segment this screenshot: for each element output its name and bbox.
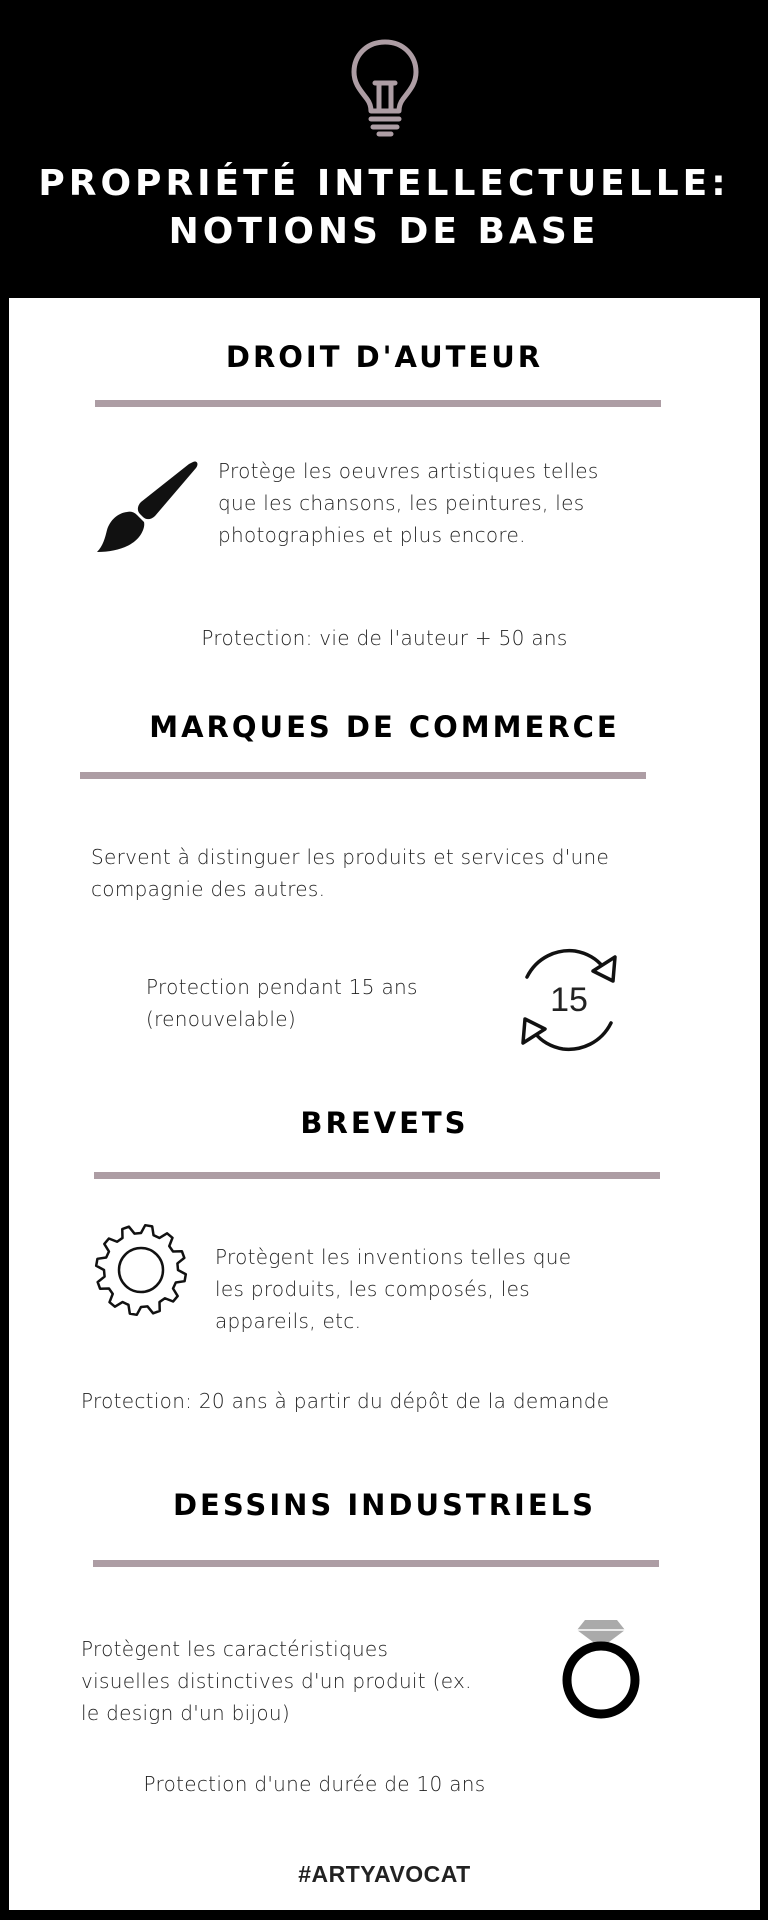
protection-line: Protection pendant 15 ans xyxy=(146,975,418,999)
protection-line: (renouvelable) xyxy=(146,1007,296,1031)
section-divider xyxy=(94,1172,660,1179)
section-heading-droit-auteur: DROIT D'AUTEUR xyxy=(225,340,544,374)
title-line-2: NOTIONS DE BASE xyxy=(168,211,600,252)
paintbrush-icon xyxy=(93,458,199,556)
description-line: les produits, les composés, les xyxy=(215,1277,530,1301)
section-divider xyxy=(95,400,661,407)
section-divider xyxy=(80,772,646,779)
protection-droit-auteur: Protection: vie de l'auteur + 50 ans xyxy=(201,626,568,650)
description-line: Protègent les inventions telles que xyxy=(215,1245,572,1269)
section-description-brevets xyxy=(215,1241,715,1337)
protection-dessins: Protection d'une durée de 10 ans xyxy=(143,1772,486,1796)
lightbulb-icon xyxy=(349,38,421,138)
section-description-droit-auteur xyxy=(218,455,718,551)
description-line: Protègent les caractéristiques xyxy=(81,1637,389,1661)
section-divider xyxy=(93,1560,659,1567)
header xyxy=(0,0,768,298)
section-heading-marques: MARQUES DE COMMERCE xyxy=(149,710,620,744)
renew-cycle-label: 15 xyxy=(550,981,588,1019)
footer-hashtag: #ARTYAVOCAT xyxy=(298,1861,471,1887)
description-line: le design d'un bijou) xyxy=(81,1701,290,1725)
page-title xyxy=(0,160,768,256)
renew-cycle-icon xyxy=(517,945,621,1055)
protection-brevets: Protection: 20 ans à partir du dépôt de la demande xyxy=(81,1389,610,1413)
section-heading-dessins: DESSINS INDUSTRIELS xyxy=(172,1488,597,1522)
section-description-dessins xyxy=(81,1633,521,1729)
content-panel xyxy=(9,298,760,1910)
description-line: visuelles distinctives d'un produit (ex. xyxy=(81,1669,472,1693)
description-line: compagnie des autres. xyxy=(91,877,326,901)
protection-marques xyxy=(146,971,486,1035)
description-line: Protège les oeuvres artistiques telles xyxy=(218,459,599,483)
section-description-marques xyxy=(91,841,731,905)
section-heading-brevets: BREVETS xyxy=(300,1106,469,1140)
description-line: que les chansons, les peintures, les xyxy=(218,491,585,515)
description-line: photographies et plus encore. xyxy=(218,523,526,547)
description-line: Servent à distinguer les produits et services d'une xyxy=(91,845,610,869)
gear-icon xyxy=(93,1222,189,1318)
title-line-1: PROPRIÉTÉ INTELLECTUELLE: xyxy=(38,163,730,204)
diamond-ring-icon xyxy=(559,1616,643,1722)
description-line: appareils, etc. xyxy=(215,1309,362,1333)
